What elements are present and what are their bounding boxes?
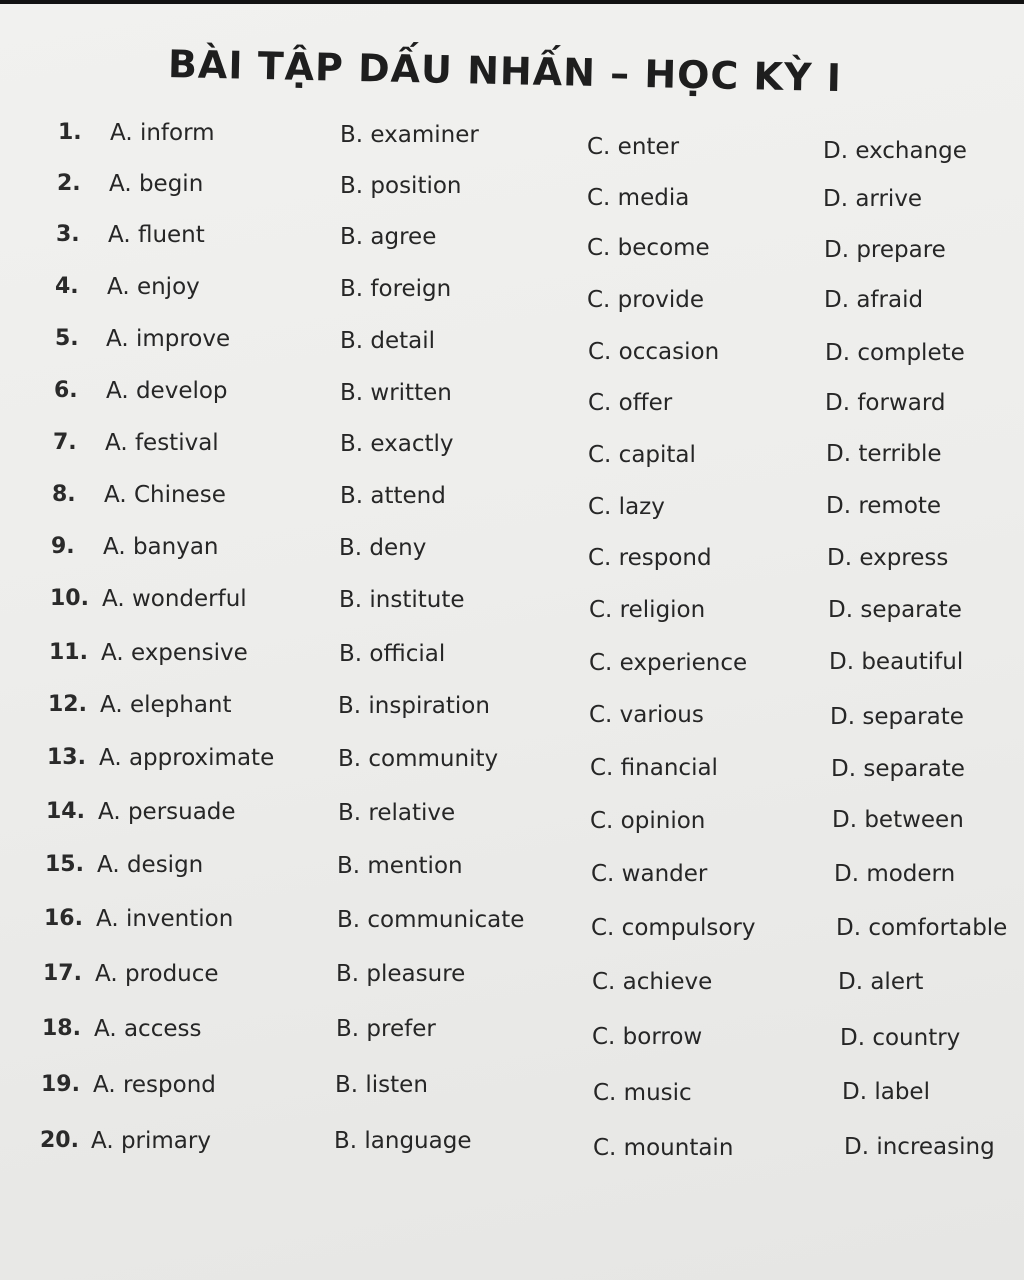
option-a: A. wonderful	[102, 586, 247, 612]
option-a: A. enjoy	[107, 274, 200, 300]
option-d: D. separate	[828, 597, 962, 623]
option-a: A. respond	[93, 1072, 216, 1098]
option-b: B. exactly	[340, 431, 454, 457]
option-c: C. capital	[588, 442, 696, 468]
option-b: B. listen	[335, 1072, 428, 1098]
question-number: 20.	[40, 1128, 79, 1153]
question-number: 16.	[44, 906, 83, 931]
option-c: C. compulsory	[591, 915, 756, 941]
option-d: D. beautiful	[829, 649, 964, 675]
question-row	[0, 1016, 1024, 1050]
option-c: C. various	[589, 702, 704, 728]
option-c: C. borrow	[592, 1024, 703, 1050]
question-number: 6.	[54, 378, 78, 403]
option-d: D. country	[840, 1025, 961, 1051]
question-number: 13.	[47, 745, 86, 770]
option-d: D. afraid	[824, 287, 924, 313]
option-b: B. agree	[340, 224, 437, 250]
option-d: D. alert	[838, 969, 924, 995]
question-row	[0, 430, 1024, 468]
option-a: A. expensive	[101, 640, 248, 666]
option-a: A. design	[97, 852, 204, 878]
option-b: B. position	[340, 173, 462, 199]
question-row	[0, 482, 1024, 520]
option-a: A. develop	[106, 378, 228, 404]
option-a: A. produce	[95, 961, 219, 987]
question-number: 10.	[50, 586, 89, 611]
option-a: A. primary	[91, 1128, 211, 1154]
option-d: D. separate	[831, 756, 965, 782]
option-b: B. official	[339, 641, 446, 667]
question-number: 3.	[56, 222, 80, 247]
question-row	[0, 692, 1024, 730]
option-d: D. forward	[825, 390, 946, 416]
option-b: B. relative	[338, 800, 456, 826]
option-d: D. terrible	[826, 441, 942, 467]
option-b: B. community	[338, 746, 499, 772]
option-c: C. music	[593, 1080, 692, 1106]
option-d: D. express	[827, 545, 949, 571]
option-a: A. banyan	[103, 534, 219, 560]
question-number: 17.	[43, 961, 82, 986]
option-a: A. invention	[96, 906, 234, 932]
option-b: B. mention	[337, 853, 463, 879]
question-list	[0, 4, 1024, 1280]
option-c: C. occasion	[588, 339, 720, 365]
option-b: B. language	[334, 1128, 472, 1154]
option-c: C. financial	[590, 755, 718, 781]
question-row	[0, 906, 1024, 940]
question-number: 4.	[55, 274, 79, 299]
option-d: D. between	[832, 807, 964, 833]
question-number: 8.	[52, 482, 76, 507]
question-number: 1.	[58, 120, 82, 145]
page-title: BÀI TẬP DẤU NHẤN – HỌC KỲ I	[167, 42, 843, 101]
option-c: C. respond	[588, 545, 712, 571]
option-a: A. festival	[105, 430, 219, 456]
option-b: B. attend	[340, 483, 446, 509]
option-d: D. separate	[830, 704, 964, 730]
option-b: B. foreign	[340, 276, 452, 302]
option-a: A. begin	[109, 171, 204, 197]
question-row	[0, 745, 1024, 782]
option-d: D. modern	[834, 861, 956, 887]
option-b: B. examiner	[340, 122, 479, 148]
option-d: D. label	[842, 1079, 930, 1105]
option-a: A. access	[94, 1016, 202, 1042]
question-number: 9.	[51, 534, 75, 559]
option-a: A. approximate	[99, 745, 275, 771]
option-c: C. experience	[589, 650, 748, 676]
option-a: A. persuade	[98, 799, 236, 825]
question-row	[0, 586, 1024, 623]
question-number: 18.	[42, 1016, 81, 1041]
question-row	[0, 534, 1024, 571]
question-row	[0, 378, 1024, 416]
option-a: A. Chinese	[104, 482, 226, 508]
question-row	[0, 326, 1024, 366]
question-row	[0, 1072, 1024, 1106]
question-number: 11.	[49, 640, 88, 665]
option-c: C. mountain	[593, 1135, 734, 1161]
question-number: 12.	[48, 692, 87, 717]
question-number: 7.	[53, 430, 77, 455]
option-c: C. lazy	[588, 494, 665, 520]
option-d: D. remote	[826, 493, 942, 519]
question-number: 5.	[55, 326, 79, 351]
option-c: C. wander	[591, 861, 708, 887]
question-row	[0, 961, 1024, 995]
option-c: C. opinion	[590, 808, 706, 834]
option-c: C. media	[587, 185, 690, 211]
option-c: C. become	[587, 235, 710, 261]
question-number: 15.	[45, 852, 84, 877]
option-d: D. exchange	[823, 138, 967, 164]
option-b: B. deny	[339, 535, 427, 561]
option-d: D. increasing	[844, 1134, 995, 1160]
question-row	[0, 120, 1024, 164]
question-row	[0, 640, 1024, 674]
option-b: B. institute	[339, 587, 465, 613]
question-number: 19.	[41, 1072, 80, 1097]
question-row	[0, 799, 1024, 833]
option-a: A. fluent	[108, 222, 205, 248]
option-c: C. religion	[589, 597, 706, 623]
option-d: D. complete	[825, 340, 965, 366]
question-row	[0, 852, 1024, 886]
option-c: C. enter	[587, 134, 680, 160]
option-b: B. inspiration	[338, 693, 490, 719]
option-b: B. communicate	[337, 907, 525, 933]
option-a: A. improve	[106, 326, 231, 352]
worksheet-page	[0, 4, 1024, 1280]
question-row	[0, 274, 1024, 313]
option-b: B. pleasure	[336, 961, 466, 987]
option-c: C. offer	[588, 390, 673, 416]
option-d: D. comfortable	[836, 915, 1008, 941]
option-c: C. achieve	[592, 969, 713, 995]
option-c: C. provide	[587, 287, 705, 313]
option-b: B. prefer	[336, 1016, 436, 1042]
question-number: 2.	[57, 171, 81, 196]
option-b: B. written	[340, 380, 452, 406]
option-b: B. detail	[340, 328, 436, 354]
option-d: D. prepare	[824, 237, 946, 263]
question-row	[0, 1128, 1024, 1162]
question-number: 14.	[46, 799, 85, 824]
option-a: A. inform	[110, 120, 215, 146]
option-d: D. arrive	[823, 186, 923, 212]
question-row	[0, 171, 1024, 212]
option-a: A. elephant	[100, 692, 232, 718]
question-row	[0, 222, 1024, 263]
